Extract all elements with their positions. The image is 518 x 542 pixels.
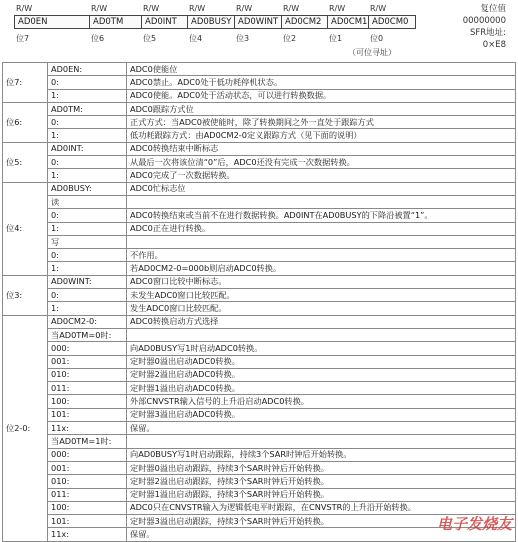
description-cell: 若AD0CM2-0=000b则启动ADC0转换。 [127, 262, 516, 275]
field-value-cell: 000: [48, 342, 127, 355]
rw-label: R/W [189, 4, 206, 13]
reset-info [463, 3, 506, 51]
bit-position-label: 位6 [91, 34, 105, 43]
table-row [3, 222, 516, 235]
rw-label: R/W [283, 4, 300, 13]
description-cell [127, 328, 516, 341]
field-value-cell: 0: [48, 76, 127, 89]
description-cell: ADC0跟踪方式位 [127, 102, 516, 115]
table-row [3, 395, 516, 408]
table-row [3, 63, 516, 76]
table-row [3, 129, 516, 142]
field-value-cell: 读 [48, 195, 127, 208]
field-value-cell: 11x: [48, 528, 127, 541]
field-value-cell: 0: [48, 209, 127, 222]
description-cell: 定时器3溢出启动跟踪，持续3个SAR时钟后开始转换。 [127, 515, 516, 528]
register-header [0, 0, 518, 62]
table-row [3, 382, 516, 395]
rw-label: R/W [143, 4, 160, 13]
table-row [3, 89, 516, 102]
table-row [3, 76, 516, 89]
table-row [3, 461, 516, 474]
bit-position-label: 位7 [16, 34, 30, 43]
description-cell: 未发生ADC0窗口比较匹配。 [127, 289, 516, 302]
field-value-cell: 101: [48, 515, 127, 528]
table-row [3, 302, 516, 315]
field-value-cell: 101: [48, 408, 127, 421]
table-row [3, 262, 516, 275]
field-value-cell: 010: [48, 475, 127, 488]
description-cell: 定时器2溢出启动ADC0转换。 [127, 368, 516, 381]
bit-addressable-note: （可位寻址） [348, 48, 396, 57]
table-row [3, 408, 516, 421]
table-row [3, 102, 516, 115]
field-value-cell: AD0BUSY: [48, 182, 127, 195]
bit-field-ad0en: AD0EN [14, 15, 90, 29]
bit-field-ad0tm: AD0TM [89, 15, 142, 29]
table-row [3, 422, 516, 435]
description-cell: 定时器1溢出启动ADC0转换。 [127, 382, 516, 395]
table-row [3, 328, 516, 341]
bit-position-label: 位1 [329, 34, 343, 43]
rw-label: R/W [329, 4, 346, 13]
description-cell: ADC0使能。ADC0处于活动状态，可以进行转换数据。 [127, 89, 516, 102]
description-cell: ADC0转换结束或当前不在进行数据转换。AD0INT在AD0BUSY的下降沿被置“1”。 [127, 209, 516, 222]
table-row [3, 156, 516, 169]
description-cell [127, 195, 516, 208]
description-cell: 定时器3溢出启动ADC0转换。 [127, 408, 516, 421]
bit-field-ad0cm0: AD0CM0 [368, 15, 416, 29]
bit-description-table [2, 62, 516, 542]
table-row [3, 182, 516, 195]
description-cell: ADC0转换启动方式选择 [127, 315, 516, 328]
bit-position-label: 位2 [283, 34, 297, 43]
description-cell: ADC0忙标志位 [127, 182, 516, 195]
field-value-cell: 0: [48, 249, 127, 262]
bit-field-ad0busy: AD0BUSY [187, 15, 235, 29]
field-value-cell: 0: [48, 116, 127, 129]
field-value-cell: 010: [48, 368, 127, 381]
field-value-cell: 当AD0TM=0时: [48, 328, 127, 341]
reset-value: 00000000 [462, 16, 506, 26]
description-cell: 正式方式：当ADC0被使能时，除了转换期间之外一直处于跟踪方式 [127, 116, 516, 129]
bit-label-cell: 位5: [3, 142, 48, 182]
field-value-cell: 写 [48, 235, 127, 248]
table-row [3, 195, 516, 208]
description-cell: 定时器0溢出启动跟踪，持续3个SAR时钟后开始转换。 [127, 461, 516, 474]
table-row [3, 355, 516, 368]
table-row [3, 209, 516, 222]
bit-label-cell: 位3: [3, 275, 48, 315]
bit-label-cell: 位7: [3, 63, 48, 103]
bit-label-cell: 位6: [3, 102, 48, 142]
field-value-cell: 1: [48, 169, 127, 182]
description-cell: ADC0窗口比较中断标志。 [127, 275, 516, 288]
bit-field-ad0cm1: AD0CM1 [327, 15, 369, 29]
bit-label-cell: 位4: [3, 182, 48, 275]
bit-position-label: 位3 [236, 34, 250, 43]
table-row [3, 342, 516, 355]
field-value-cell: 当AD0TM=1时: [48, 435, 127, 448]
table-row [3, 475, 516, 488]
field-value-cell: 011: [48, 382, 127, 395]
description-cell: 低功耗跟踪方式：由AD0CM2-0定义跟踪方式（见下面的说明） [127, 129, 516, 142]
description-cell: 发生ADC0窗口比较匹配。 [127, 302, 516, 315]
table-row [3, 435, 516, 448]
field-value-cell: AD0WINT: [48, 275, 127, 288]
description-cell: 向AD0BUSY写1时启动跟踪，持续3个SAR时钟后开始转换。 [127, 448, 516, 461]
description-cell [127, 235, 516, 248]
reset-label: 复位值 [480, 4, 506, 14]
description-cell: 向AD0BUSY写1时启动ADC0转换。 [127, 342, 516, 355]
rw-label: R/W [236, 4, 253, 13]
sfr-value: 0×E8 [482, 40, 506, 50]
field-value-cell: AD0TM: [48, 102, 127, 115]
field-value-cell: 100: [48, 395, 127, 408]
field-value-cell: 1: [48, 129, 127, 142]
table-row [3, 275, 516, 288]
description-cell: 不作用。 [127, 249, 516, 262]
table-row [3, 368, 516, 381]
field-value-cell: 100: [48, 501, 127, 514]
field-value-cell: AD0INT: [48, 142, 127, 155]
description-cell: 外部CNVSTR输入信号的上升沿启动ADC0转换。 [127, 395, 516, 408]
sfr-label: SFR地址: [469, 28, 506, 38]
field-value-cell: AD0EN: [48, 63, 127, 76]
bit-field-ad0int: AD0INT [141, 15, 188, 29]
description-cell: 定时器2溢出启动跟踪，持续3个SAR时钟后开始转换。 [127, 475, 516, 488]
description-cell: ADC0使能位 [127, 63, 516, 76]
description-cell: 从最后一次将该位清“0”后，ADC0还没有完成一次数据转换。 [127, 156, 516, 169]
table-row [3, 289, 516, 302]
description-cell: ADC0完成了一次数据转换。 [127, 169, 516, 182]
description-cell: 定时器0溢出启动ADC0转换。 [127, 355, 516, 368]
bit-field-ad0wint: AD0WINT [234, 15, 282, 29]
description-cell: ADC0禁止。ADC0处于低功耗停机状态。 [127, 76, 516, 89]
description-cell: ADC0转换结束中断标志 [127, 142, 516, 155]
field-value-cell: 1: [48, 222, 127, 235]
field-value-cell: 001: [48, 355, 127, 368]
field-value-cell: 1: [48, 302, 127, 315]
field-value-cell: 0: [48, 289, 127, 302]
bit-position-label: 位4 [189, 34, 203, 43]
bit-position-label: 位5 [143, 34, 157, 43]
table-row [3, 169, 516, 182]
field-value-cell: 011: [48, 488, 127, 501]
description-cell: 保留。 [127, 528, 516, 541]
table-row [3, 249, 516, 262]
table-row [3, 488, 516, 501]
description-cell: 保留。 [127, 422, 516, 435]
field-value-cell: 000: [48, 448, 127, 461]
table-row [3, 448, 516, 461]
rw-label: R/W [91, 4, 108, 13]
description-cell: ADC0正在进行转换。 [127, 222, 516, 235]
field-value-cell: 1: [48, 262, 127, 275]
rw-label: R/W [370, 4, 387, 13]
table-row [3, 142, 516, 155]
description-cell [127, 435, 516, 448]
field-value-cell: 001: [48, 461, 127, 474]
watermark-logo: 电子发烧友 [436, 515, 512, 533]
field-value-cell: AD0CM2-0: [48, 315, 127, 328]
field-value-cell: 0: [48, 156, 127, 169]
description-cell: ADC0只在CNVSTR输入为逻辑低电平时跟踪，在CNVSTR的上升沿开始转换。 [127, 501, 516, 514]
table-row [3, 315, 516, 328]
rw-label: R/W [16, 4, 33, 13]
bit-position-label: 位0 [370, 34, 384, 43]
bit-label-cell: 位2-0: [3, 315, 48, 541]
table-row [3, 235, 516, 248]
bit-field-ad0cm2: AD0CM2 [281, 15, 328, 29]
table-row [3, 116, 516, 129]
description-cell: 定时器1溢出启动跟踪，持续3个SAR时钟后开始转换。 [127, 488, 516, 501]
field-value-cell: 11x: [48, 422, 127, 435]
field-value-cell: 1: [48, 89, 127, 102]
